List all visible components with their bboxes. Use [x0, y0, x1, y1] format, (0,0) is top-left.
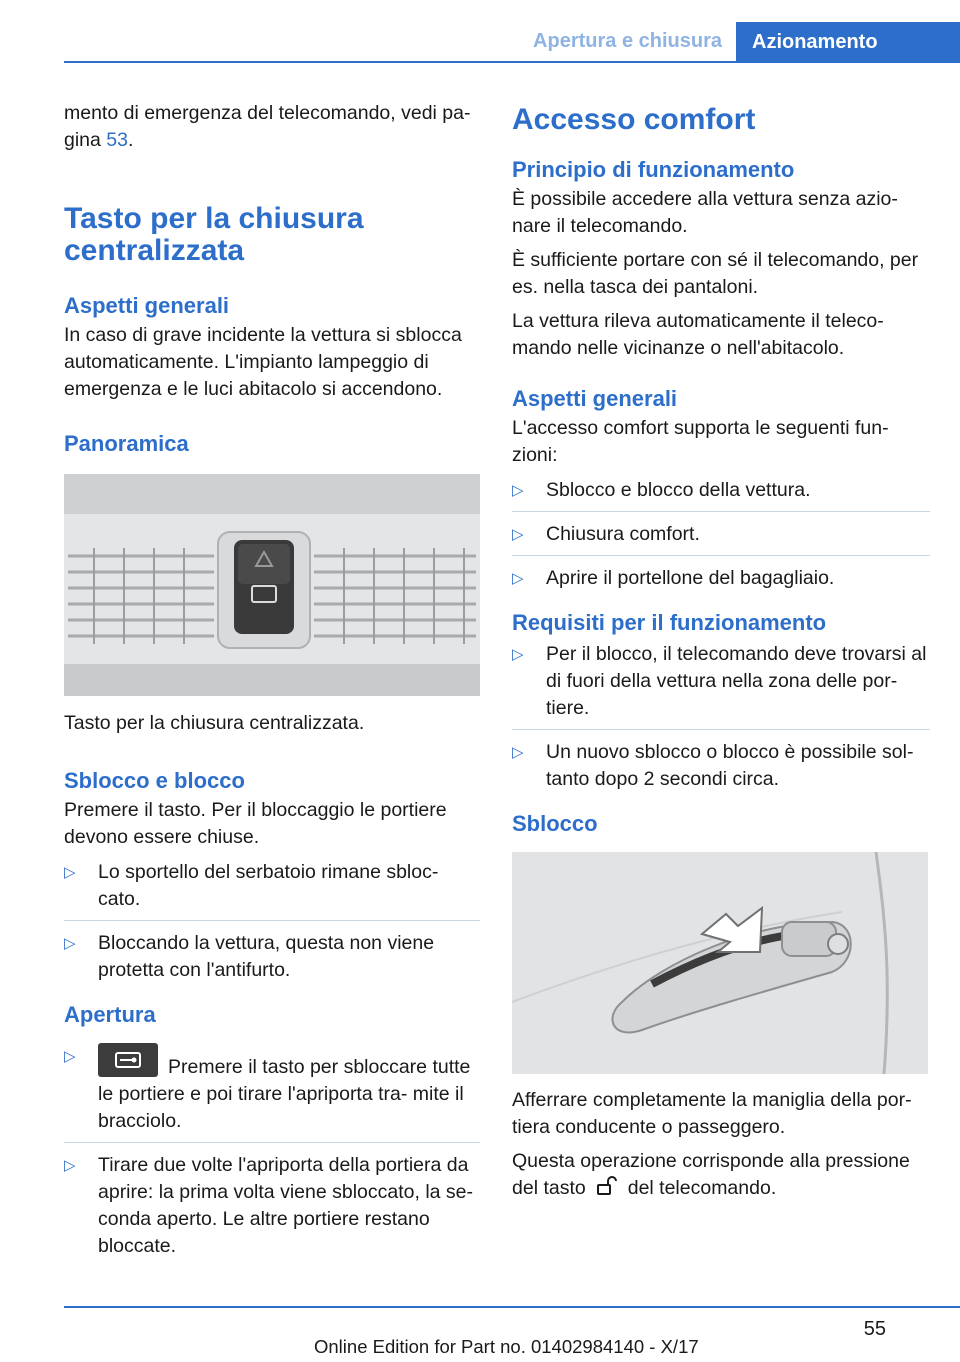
list-item-text: Per il blocco, il telecomando deve trovarsi al di fuori della vettura nella zona delle por‐ tiere.: [546, 643, 927, 719]
unlock-paragraph-2: [512, 1148, 930, 1204]
list-item-text: Premere il tasto per sbloccare tutte le portiere e poi tirare l'apriporta tra‐ mite il bracciolo.: [98, 1056, 471, 1132]
divider: [512, 729, 930, 730]
divider: [512, 555, 930, 556]
dashboard-vent-illustration: [64, 474, 480, 696]
triangle-right-icon: ▷: [512, 526, 524, 543]
door-handle-illustration: [512, 852, 928, 1074]
triangle-right-icon: ▷: [64, 1048, 76, 1065]
list-item: [64, 859, 480, 913]
right-column: [512, 100, 930, 1204]
divider: [64, 920, 480, 921]
triangle-right-icon: ▷: [64, 864, 76, 881]
left-column: [64, 100, 480, 1277]
intro-text: mento di emergenza del telecomando, vedi pa‐: [64, 102, 471, 124]
list-item: [64, 1043, 480, 1135]
opening-list: [64, 1043, 480, 1260]
requirements-list: [512, 641, 930, 793]
heading-unlock: Sblocco: [512, 811, 598, 836]
list-item: [512, 521, 930, 548]
header-tab: Azionamento: [736, 22, 960, 63]
heading-general-aspects-right: Aspetti generali: [512, 386, 678, 411]
general-aspects-right-text: L'accesso comfort supporta le seguenti fun‐ zioni:: [512, 417, 889, 466]
header-rule: [64, 61, 960, 63]
heading-overview: Panoramica: [64, 431, 189, 456]
list-item: [64, 1152, 480, 1260]
principle-paragraph-3: La vettura rileva automaticamente il teleco‐ mando nelle vicinanze o nell'abitacolo.: [512, 310, 884, 359]
heading-opening: Apertura: [64, 1002, 156, 1027]
list-item-text: Sblocco e blocco della vettura.: [546, 479, 811, 501]
intro-text-2: gina: [64, 129, 107, 151]
list-item-text: Bloccando la vettura, questa non viene protetta con l'antifurto.: [98, 932, 435, 981]
triangle-right-icon: ▷: [512, 570, 524, 587]
list-item-text: Tirare due volte l'apriporta della portiera da aprire: la prima volta viene sbloccato, la se‐ conda aperto. Le altre portiere restano bloccate.: [98, 1154, 474, 1257]
heading-general-aspects: Aspetti generali: [64, 293, 230, 318]
triangle-right-icon: ▷: [512, 646, 524, 663]
intro-paragraph: [64, 100, 480, 154]
unlock-lock-text: Premere il tasto. Per il bloccaggio le portiere devono essere chiuse.: [64, 799, 447, 848]
list-item: [512, 739, 930, 793]
title-line-2: centralizzata: [64, 234, 245, 267]
section-title-central-locking: [64, 203, 480, 267]
unlock-text-b: del telecomando.: [627, 1177, 777, 1199]
title-line-1: Tasto per la chiusura: [64, 202, 364, 235]
unlock-lock-list: [64, 859, 480, 984]
footer-rule: [64, 1306, 960, 1308]
figure-caption: Tasto per la chiusura centralizzata.: [64, 712, 365, 734]
heading-operating-principle: Principio di funzionamento: [512, 157, 795, 182]
list-item: [512, 565, 930, 592]
list-item-text: Un nuovo sblocco o blocco è possibile sol‐ tanto dopo 2 secondi circa.: [546, 741, 914, 790]
list-item: [512, 641, 930, 722]
door-handle-figure: [512, 852, 928, 1074]
heading-requirements: Requisiti per il funzionamento: [512, 610, 827, 635]
general-aspects-text: In caso di grave incidente la vettura si sblocca automaticamente. L'impianto lampeggio di emergenza e le luci abitacolo si accendono.: [64, 324, 462, 400]
header-section-title: Apertura e chiusura: [533, 30, 722, 52]
heading-unlock-lock: Sblocco e blocco: [64, 768, 245, 793]
triangle-right-icon: ▷: [64, 1157, 76, 1174]
list-item: [64, 930, 480, 984]
edition-text: Online Edition for Part no. 01402984140 - X/17: [314, 1336, 699, 1357]
triangle-right-icon: ▷: [64, 935, 76, 952]
principle-paragraph-2: È sufficiente portare con sé il telecomando, per es. nella tasca dei pantaloni.: [512, 249, 919, 298]
unlock-paragraph-1: Afferrare completamente la maniglia della por‐ tiera conducente o passeggero.: [512, 1089, 912, 1138]
triangle-right-icon: ▷: [512, 744, 524, 761]
list-item-text: Chiusura comfort.: [546, 523, 700, 545]
page-link[interactable]: 53: [106, 129, 128, 151]
divider: [64, 1142, 480, 1143]
list-item: [512, 477, 930, 504]
unlock-text-a: Questa operazione corrisponde alla pressione del tasto: [512, 1150, 910, 1199]
list-item-text: Lo sportello del serbatoio rimane sbloc‐ cato.: [98, 861, 439, 910]
list-item-text: Aprire il portellone del bagagliaio.: [546, 567, 835, 589]
central-locking-button-figure: [64, 474, 480, 696]
features-list: [512, 477, 930, 592]
page-number: 55: [863, 1318, 886, 1340]
car-unlock-key-icon: [98, 1043, 158, 1077]
unlock-icon: [596, 1176, 618, 1204]
intro-text-3: .: [128, 129, 134, 151]
section-title-comfort-access: Accesso comfort: [512, 103, 756, 136]
triangle-right-icon: ▷: [512, 482, 524, 499]
principle-paragraph-1: È possibile accedere alla vettura senza azio‐ nare il telecomando.: [512, 188, 898, 237]
divider: [512, 511, 930, 512]
